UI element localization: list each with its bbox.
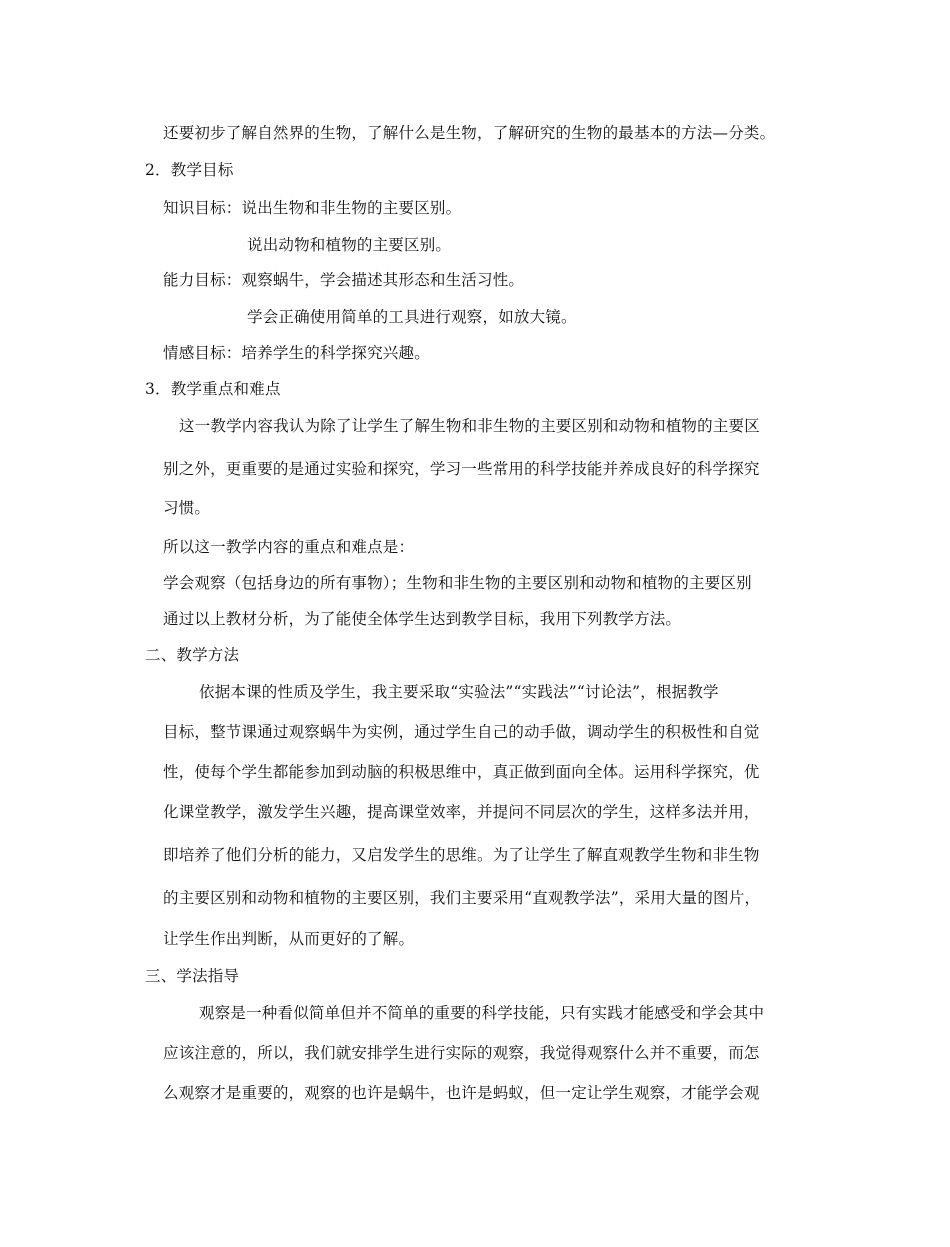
- paragraph-line: 依据本课的性质及学生，我主要采取“实验法”“实践法”“讨论法”，根据教学: [199, 683, 719, 701]
- paragraph-line: 让学生作出判断，从而更好的了解。: [163, 930, 415, 948]
- section-heading: 2．教学目标: [145, 161, 234, 179]
- objective-line: 情感目标：培养学生的科学探究兴趣。: [163, 344, 430, 362]
- paragraph-line: 观察是一种看似简单但并不简单的重要的科学技能，只有实践才能感受和学会其中: [199, 1004, 765, 1022]
- paragraph-line: 么观察才是重要的，观察的也许是蜗牛，也许是蚂蚁，但一定让学生观察，才能学会观: [163, 1084, 760, 1102]
- section-heading: 三、学法指导: [145, 967, 240, 985]
- paragraph-line: 化课堂教学，激发学生兴趣，提高课堂效率，并提问不同层次的学生，这样多法并用，: [163, 803, 760, 821]
- paragraph-line: 别之外，更重要的是通过实验和探究，学习一些常用的科学技能并养成良好的科学探究: [163, 460, 760, 478]
- section-heading: 二、教学方法: [145, 646, 240, 664]
- objective-line: 知识目标：说出生物和非生物的主要区别。: [163, 199, 462, 217]
- objective-line: 能力目标：观察蜗牛，学会描述其形态和生活习性。: [163, 271, 525, 289]
- paragraph-line: 习惯。: [163, 499, 211, 517]
- objective-line: 学会正确使用简单的工具进行观察，如放大镜。: [247, 308, 577, 326]
- paragraph-line: 即培养了他们分析的能力，又启发学生的思维。为了让学生了解直观教学生物和非生物: [163, 846, 760, 864]
- paragraph-line: 的主要区别和动物和植物的主要区别，我们主要采用“直观教学法”，采用大量的图片，: [163, 889, 761, 907]
- paragraph-line: 应该注意的，所以，我们就安排学生进行实际的观察，我觉得观察什么并不重要，而怎: [163, 1044, 760, 1062]
- paragraph-line: 通过以上教材分析，为了能使全体学生达到教学目标，我用下列教学方法。: [163, 610, 682, 628]
- paragraph-line: 还要初步了解自然界的生物，了解什么是生物，了解研究的生物的最基本的方法—分类。: [163, 124, 776, 142]
- objective-line: 说出动物和植物的主要区别。: [247, 236, 452, 254]
- section-heading: 3．教学重点和难点: [145, 380, 281, 398]
- paragraph-line: 学会观察（包括身边的所有事物）；生物和非生物的主要区别和动物和植物的主要区别: [163, 574, 752, 592]
- paragraph-line: 性，使每个学生都能参加到动脑的积极思维中，真正做到面向全体。运用科学探究，优: [163, 763, 760, 781]
- paragraph-line: 目标，整节课通过观察蜗牛为实例，通过学生自己的动手做，调动学生的积极性和自觉: [163, 723, 760, 741]
- paragraph-line: 所以这一教学内容的重点和难点是：: [163, 538, 415, 556]
- paragraph-line: 这一教学内容我认为除了让学生了解生物和非生物的主要区别和动物和植物的主要区: [179, 417, 760, 435]
